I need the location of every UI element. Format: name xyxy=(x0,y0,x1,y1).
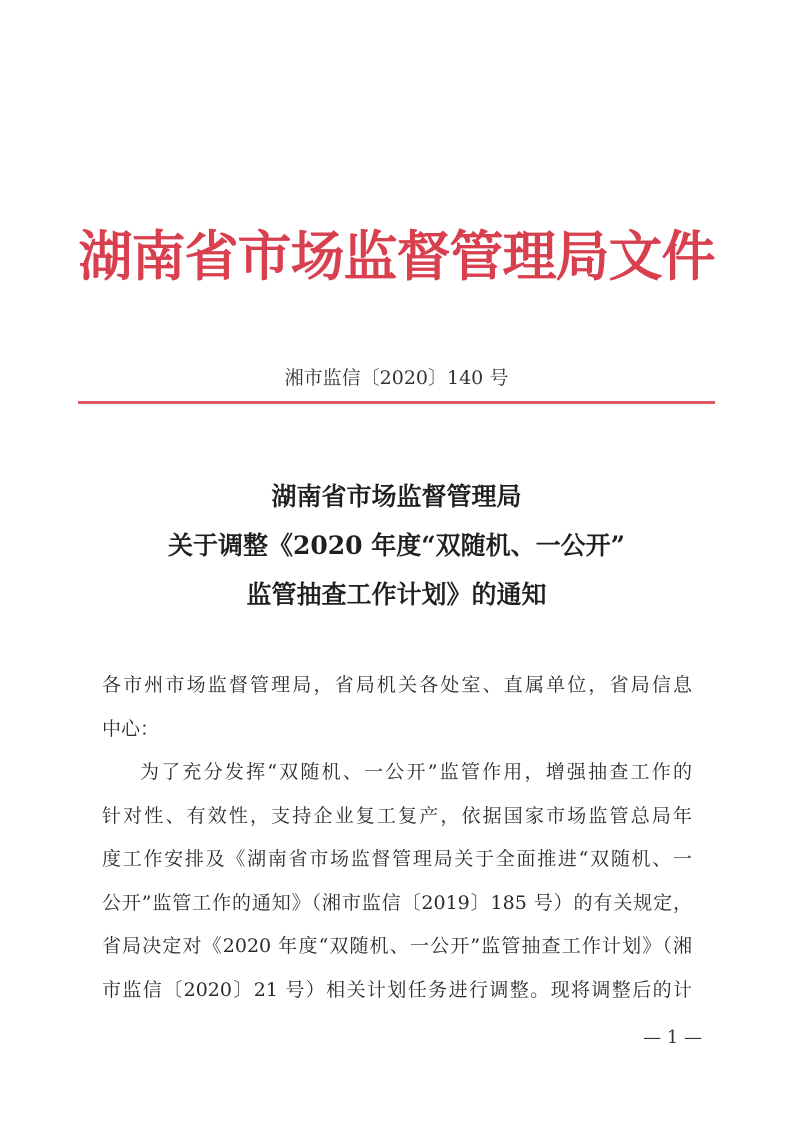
body-line-6: 公开”监管工作的通知》（湘市监信〔2019〕185 号）的有关规定， xyxy=(102,891,692,914)
body-line-5: 度工作安排及《湖南省市场监督管理局关于全面推进“双随机、一 xyxy=(102,848,692,870)
notice-title xyxy=(0,472,793,619)
body-line-8: 市监信〔2020〕21 号）相关计划任务进行调整。现将调整后的计 xyxy=(102,978,692,1001)
body-line-1: 各市州市场监督管理局，省局机关各处室、直属单位，省局信息 xyxy=(102,674,692,696)
document-number: 湘市监信〔2020〕140 号 xyxy=(284,367,509,389)
body-line-2: 中心： xyxy=(102,717,160,740)
body-line-7: 省局决定对《2020 年度“双随机、一公开”监管抽查工作计划》（湘 xyxy=(102,935,692,957)
body-line-3: 为了充分发挥“双随机、一公开”监管作用，增强抽查工作的 xyxy=(140,761,692,783)
notice-body xyxy=(102,664,692,1012)
agency-header-title: 湖南省市场监督管理局文件 xyxy=(78,225,715,288)
page-number: — 1 — xyxy=(643,1027,702,1048)
red-divider-rule xyxy=(78,401,715,404)
body-line-4: 针对性、有效性，支持企业复工复产，依据国家市场监管总局年 xyxy=(102,804,692,827)
notice-title-line-3: 监管抽查工作计划》的通知 xyxy=(246,580,547,609)
notice-title-line-2: 关于调整《2020 年度“双随机、一公开” xyxy=(167,531,626,560)
notice-title-line-1: 湖南省市场监督管理局 xyxy=(271,482,522,511)
